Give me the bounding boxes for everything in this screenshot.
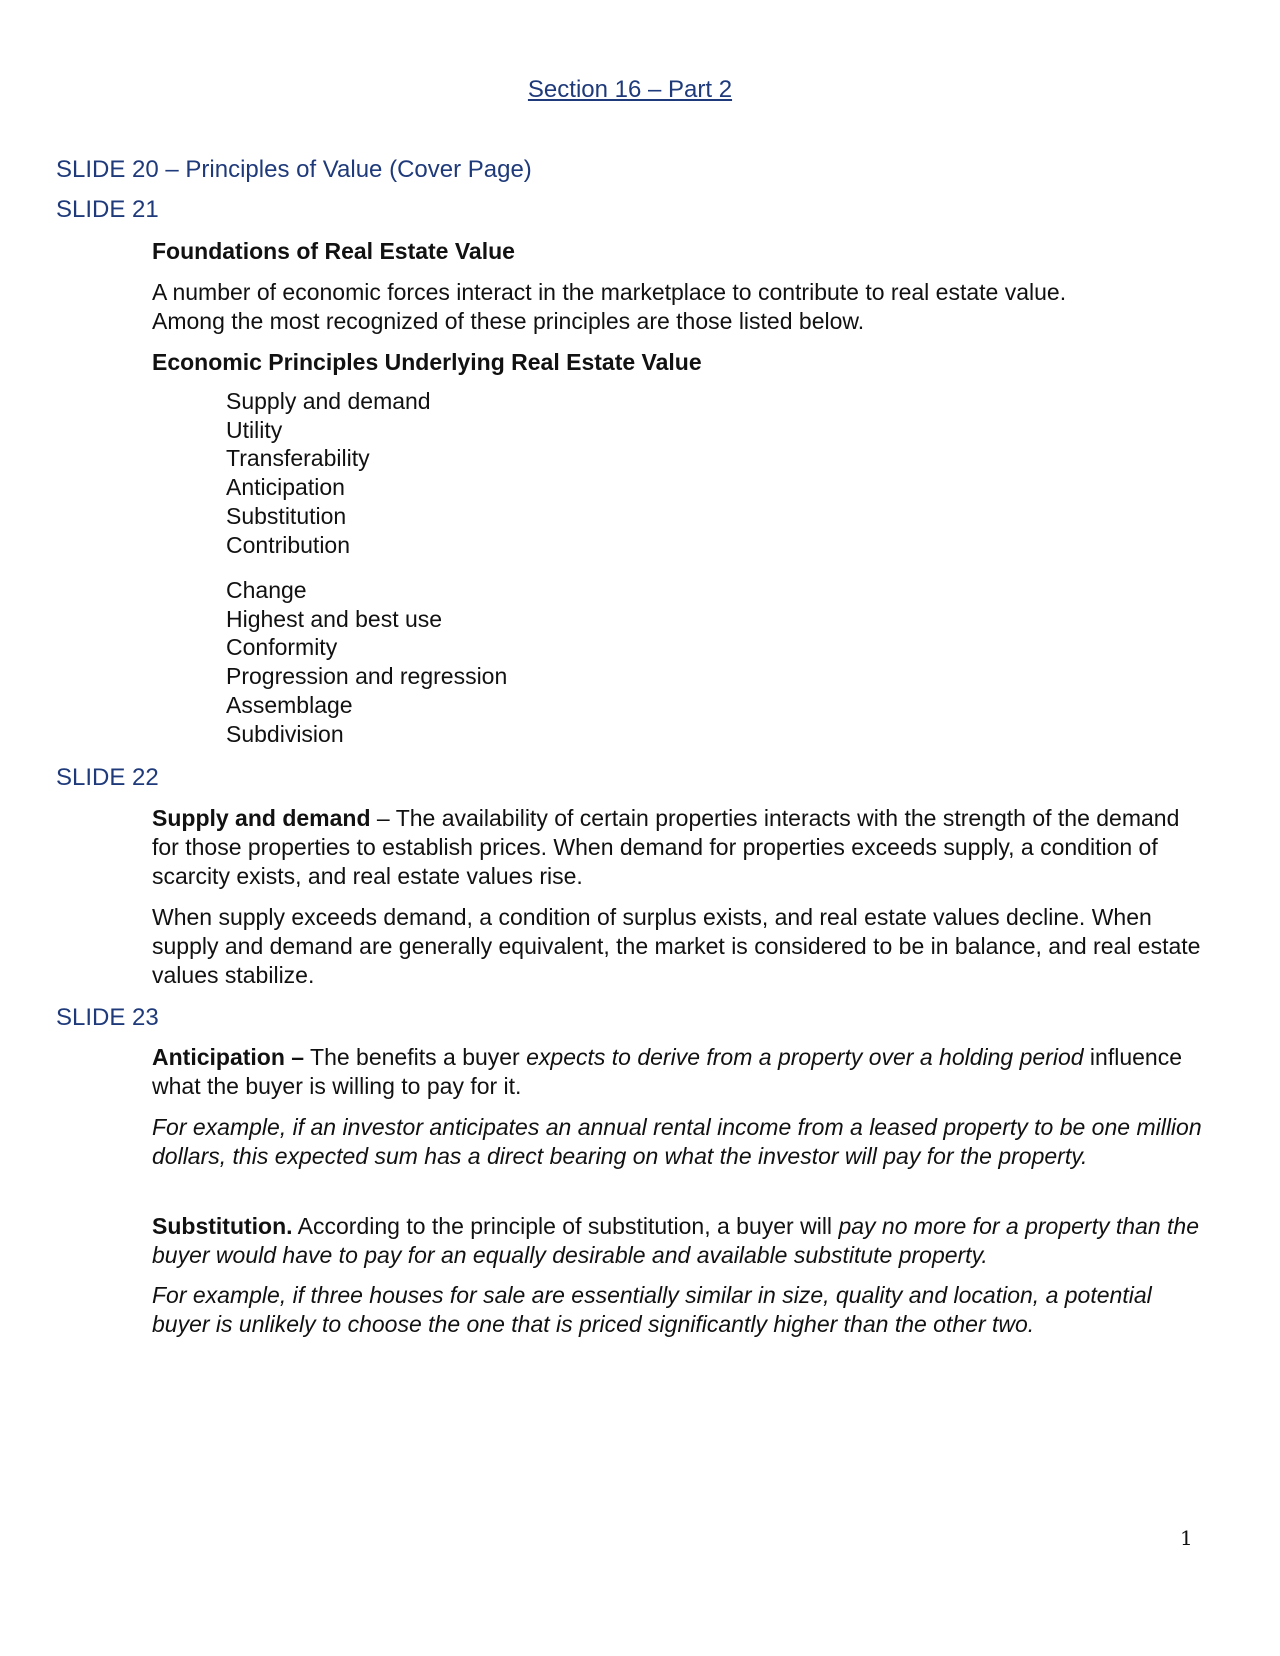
supply-demand-text: – The availability of certain properties interacts with the strength of the demand for those properties to establish prices. When demand for properties exceeds supply, a condition of scarcity exists, and real estate values rise. bbox=[152, 805, 1180, 889]
anticipation-term: Anticipation – bbox=[152, 1044, 305, 1070]
list-item: Anticipation bbox=[226, 474, 345, 501]
list-item: Supply and demand bbox=[226, 388, 431, 414]
supply-demand-term: Supply and demand bbox=[152, 805, 371, 831]
substitution-text-a: According to the principle of substitution, a buyer will bbox=[292, 1213, 839, 1239]
foundations-intro bbox=[152, 278, 1212, 336]
anticipation-text-italic: expects to derive from a property over a holding period bbox=[526, 1044, 1084, 1070]
anticipation-example-text: For example, if an investor anticipates an annual rental income from a leased property to be one million dollars, this expected sum has a direct bearing on what the investor will pay for the property. bbox=[152, 1114, 1202, 1169]
intro-line-1: A number of economic forces interact in the marketplace to contribute to real estate value. bbox=[152, 279, 1067, 305]
list-item: Substitution bbox=[226, 502, 347, 529]
anticipation-example bbox=[152, 1113, 1212, 1171]
anticipation-text-a: The benefits a buyer bbox=[304, 1044, 527, 1070]
list-item: Conformity bbox=[226, 634, 338, 661]
list-item: Utility bbox=[226, 416, 283, 443]
slide-22-label: SLIDE 22 bbox=[56, 764, 159, 791]
principles-list-1 bbox=[226, 387, 431, 559]
substitution-paragraph bbox=[152, 1212, 1212, 1270]
substitution-text-italic: pay no more for a property than the buyer would have to pay for an equally desirable and available substitute property. bbox=[152, 1213, 1199, 1268]
slide-20-label: SLIDE 20 – Principles of Value (Cover Page) bbox=[56, 156, 532, 183]
list-item: Change bbox=[226, 577, 307, 603]
substitution-term: Substitution. bbox=[152, 1213, 293, 1239]
page-number: 1 bbox=[1180, 1526, 1193, 1550]
principles-list-2 bbox=[226, 576, 507, 748]
substitution-example-text: For example, if three houses for sale are essentially similar in size, quality and location, a potential buyer is unlikely to choose the one that is priced significantly higher than the other two. bbox=[152, 1282, 1152, 1337]
anticipation-paragraph bbox=[152, 1043, 1212, 1101]
supply-demand-paragraph bbox=[152, 804, 1212, 891]
list-item: Assemblage bbox=[226, 691, 353, 718]
substitution-example bbox=[152, 1281, 1212, 1339]
list-item: Contribution bbox=[226, 531, 351, 558]
list-item: Subdivision bbox=[226, 720, 344, 747]
supply-surplus-paragraph: When supply exceeds demand, a condition of surplus exists, and real estate values decline. When supply and demand are generally equivalent, the market is considered to be in balance, and real estate values stabilize. bbox=[152, 904, 1201, 988]
list-item: Highest and best use bbox=[226, 605, 443, 632]
list-item: Transferability bbox=[226, 445, 370, 472]
anticipation-text-b: influence what the buyer is willing to pay for it. bbox=[152, 1044, 1183, 1099]
slide-23-label: SLIDE 23 bbox=[56, 1004, 159, 1031]
foundations-heading: Foundations of Real Estate Value bbox=[152, 238, 515, 264]
principles-heading: Economic Principles Underlying Real Estate Value bbox=[152, 349, 702, 375]
intro-line-2: Among the most recognized of these principles are those listed below. bbox=[152, 308, 865, 334]
page-title: Section 16 – Part 2 bbox=[527, 76, 733, 103]
slide-21-label: SLIDE 21 bbox=[56, 196, 159, 223]
list-item: Progression and regression bbox=[226, 663, 508, 690]
